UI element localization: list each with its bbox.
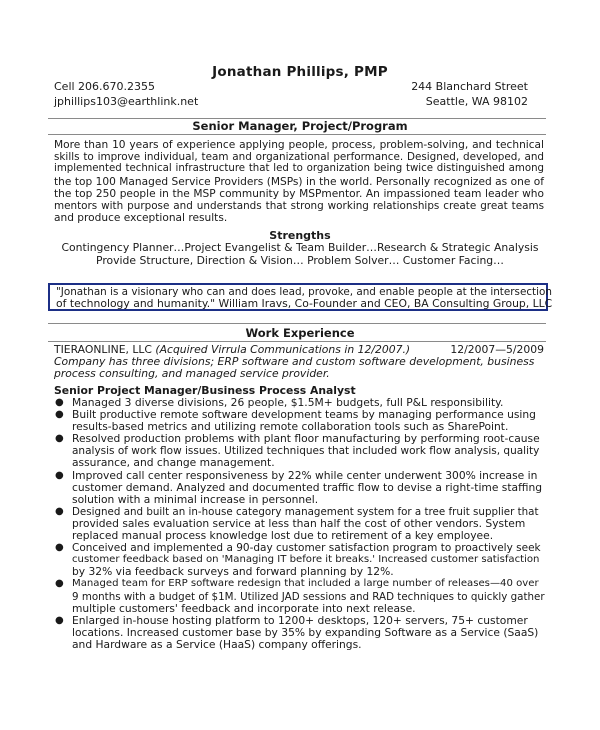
- bullet-icon: ●: [55, 614, 64, 626]
- list-item: ● Managed 3 diverse divisions, 26 people, $1.5M+ budgets, full P&L responsibility.: [55, 396, 504, 409]
- strengths-title: Strengths: [269, 229, 331, 242]
- list-item: ● Conceived and implemented a 90-day customer satisfaction program to proactively seek customer feedback based on 'Managing IT before it breaks.' Increased customer satisfaction by 32% via feedback surveys and forward planning by 12%.: [55, 542, 541, 579]
- achievement-list: [54, 397, 546, 651]
- bullet-icon: ●: [55, 578, 64, 590]
- summary-line: More than 10 years of experience applying people, process, problem-solving, and technical: [54, 139, 544, 151]
- bullet-icon: ●: [55, 542, 64, 554]
- bullet-icon: ●: [55, 505, 64, 517]
- bullet-icon: ●: [55, 469, 64, 481]
- phone-number: Cell 206.670.2355: [54, 80, 156, 93]
- divider-rule: [48, 323, 546, 324]
- company-description: [54, 356, 544, 380]
- bullet-icon: ●: [55, 409, 64, 421]
- address-city: Seattle, WA 98102: [425, 94, 528, 108]
- strengths-line: Provide Structure, Direction & Vision… Problem Solver… Customer Facing…: [96, 254, 504, 267]
- summary-paragraph: [54, 139, 544, 224]
- company-note: (Acquired Virrula Communications in 12/2007.): [155, 343, 411, 356]
- summary-line: implemented technical infrastructure that led to organization being twice distinguished among: [54, 163, 544, 175]
- company-name: TIERAONLINE, LLC: [54, 343, 152, 356]
- strengths-line: Contingency Planner…Project Evangelist & Team Builder…Research & Strategic Analysis: [61, 241, 539, 254]
- divider-rule: [48, 134, 546, 135]
- list-item: ● Resolved production problems with plant floor manufacturing by performing root-cause analysis of work flow issues. Utilized techniques that included work flow analysis, quality assurance, and change management.: [55, 432, 540, 470]
- bullet-icon: ●: [55, 397, 64, 408]
- list-item: ● Designed and built an in-house category management system for a tree fruit supplier that provided sales evaluation service at less than half the cost of other vendors. System replaced manual process knowledge lost due to retirement of a key employee.: [55, 505, 539, 543]
- description-line: Company has three divisions; ERP software and custom software development, business: [54, 355, 535, 368]
- summary-line: and produce exceptional results.: [54, 212, 228, 225]
- description-line: process consulting, and managed service provider.: [54, 367, 330, 381]
- quote-line: of technology and humanity." William Iravs, Co-Founder and CEO, BA Consulting Group, LLC: [56, 297, 553, 311]
- email-address: jphillips103@earthlink.net: [54, 94, 199, 108]
- summary-line: mentors with purpose and understands that strong working relationships create great teams: [54, 200, 544, 213]
- job-dates: 12/2007—5/2009: [450, 343, 544, 356]
- contact-left: [54, 80, 198, 109]
- list-item: ● Enlarged in-house hosting platform to 1200+ desktops, 120+ servers, 75+ customer locations. Increased customer base by 35% by expanding Software as a Service (SaaS) and Hardware as a Service (HaaS) company offerings.: [55, 613, 539, 651]
- list-item: ● Improved call center responsiveness by 22% while center underwent 300% increase in customer demand. Analyzed and documented traffic flow to devise a right-time staffing solution with a minimal increase in personnel.: [55, 468, 542, 506]
- quote-line: "Jonathan is a visionary who can and does lead, provoke, and enable people at the intersection: [56, 286, 552, 298]
- work-experience-title: Work Experience: [245, 326, 355, 340]
- bullet-icon: ●: [55, 433, 64, 445]
- summary-line: the top 250 people in the MSP community by MSPmentor. An impassioned team leader who: [54, 187, 544, 200]
- testimonial-quote-box: [48, 283, 553, 311]
- summary-line: skills to improve individual, team and organizational performance. Designed, developed, and: [54, 151, 544, 164]
- candidate-name: Jonathan Phillips, PMP: [212, 64, 388, 80]
- list-item: ● Managed team for ERP software redesign that included a large number of releases—40 over 9 months with a budget of $1M. Utilized JAD sessions and RAD techniques to quickly gather multiple customers' feedback and incorporate into next release.: [55, 578, 545, 615]
- role-title: Senior Project Manager/Business Process Analyst: [54, 384, 356, 397]
- list-item: ● Built productive remote software development teams by managing performance using results-based metrics and utilizing remote collaboration tools such as SharePoint.: [55, 408, 536, 434]
- headline: Senior Manager, Project/Program: [192, 119, 408, 133]
- divider-rule: [48, 341, 546, 342]
- address-street: 244 Blanchard Street: [411, 80, 528, 93]
- summary-line: the top 100 Managed Service Providers (MSPs) in the world. Personally recognized as one of: [54, 175, 544, 188]
- contact-right: [411, 80, 528, 109]
